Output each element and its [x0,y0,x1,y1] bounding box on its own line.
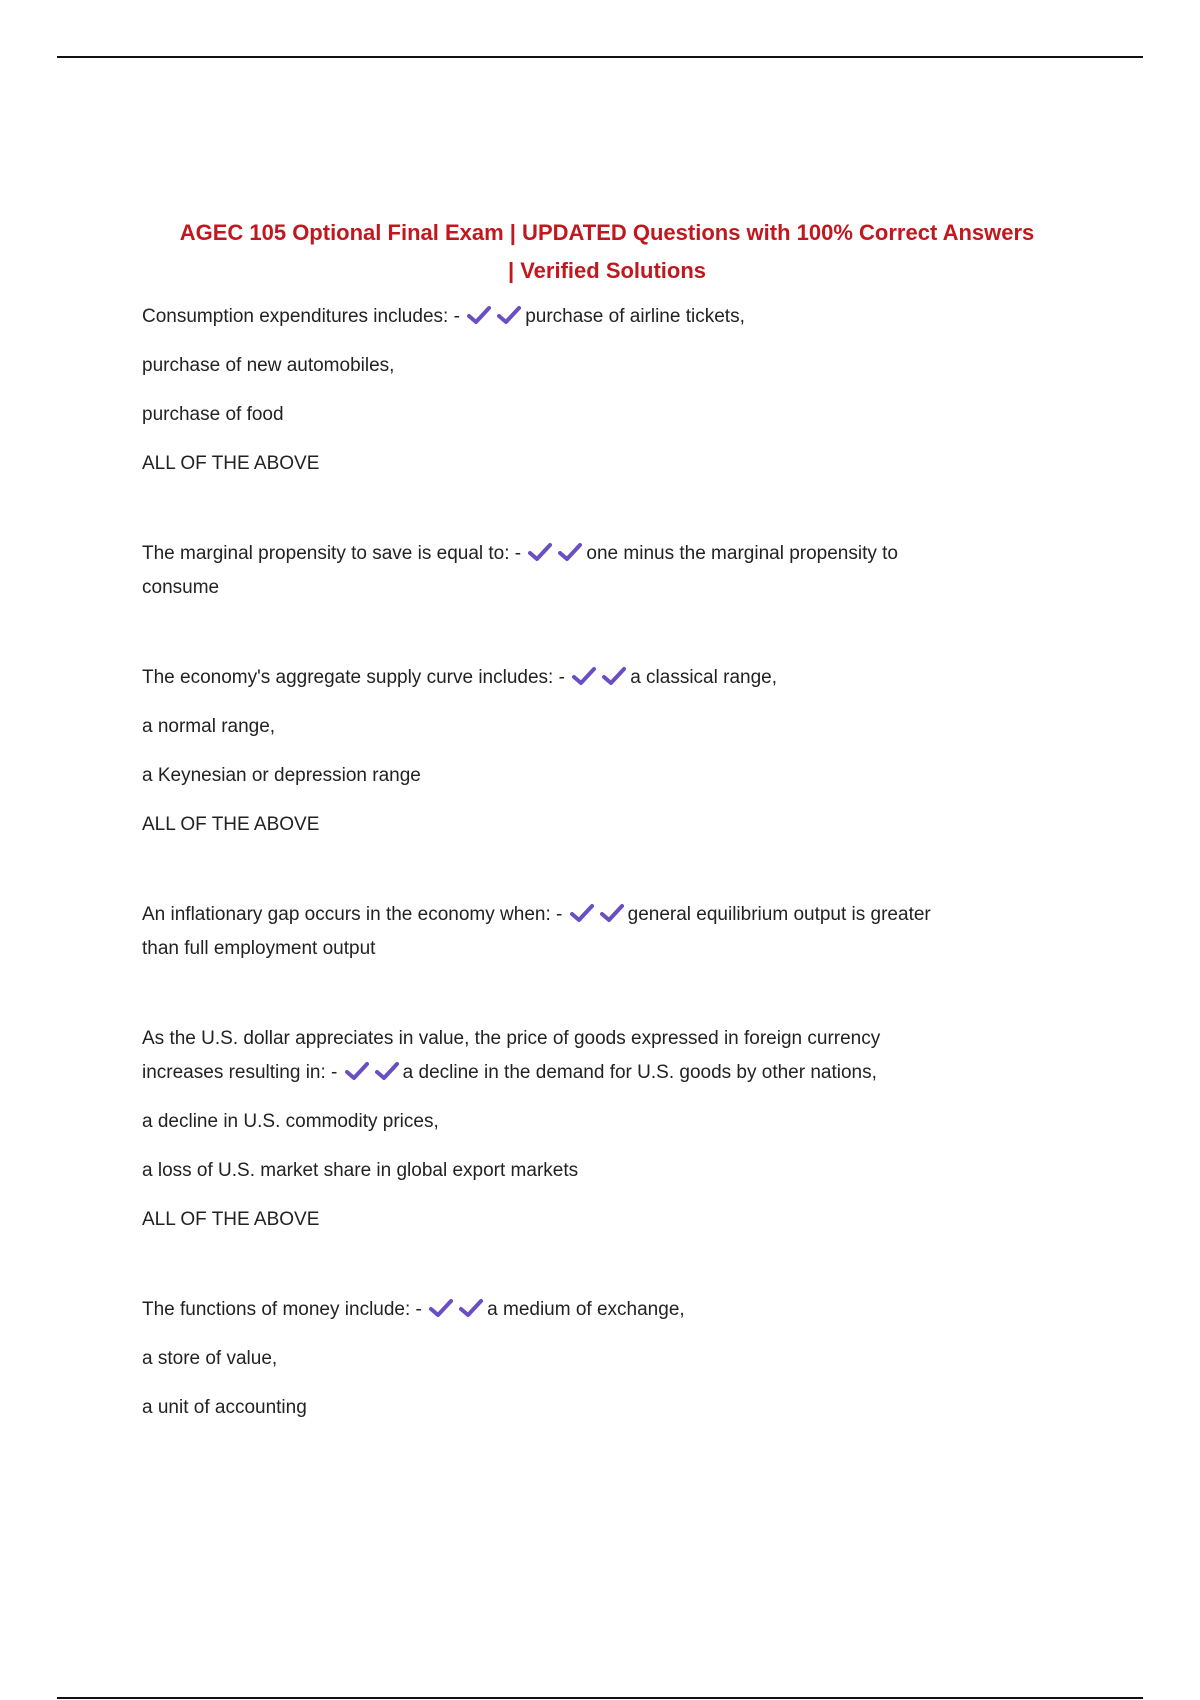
check-icon [345,1061,369,1081]
question-2-answer-cont: consume [142,577,220,598]
check-icon [570,903,594,923]
double-check-icon [572,666,626,686]
title-line-1: AGEC 105 Optional Final Exam | UPDATED Questions with 100% Correct Answers [179,220,1035,245]
double-check-icon [570,903,624,923]
question-3-option: ALL OF THE ABOVE [142,814,320,835]
title-line-2: | Verified Solutions [507,258,707,283]
check-icon [602,666,626,686]
footer-rule [57,1697,1143,1699]
question-4-answer-cont: than full employment output [142,938,376,959]
double-check-icon [345,1061,399,1081]
question-6-line [142,1293,1072,1327]
question-6-option: a unit of accounting [142,1397,307,1418]
question-3 [142,661,1072,842]
question-5-line [142,1056,1072,1090]
question-1-prompt: Consumption expenditures includes: - [142,306,460,327]
check-icon [375,1061,399,1081]
check-icon [600,903,624,923]
check-icon [528,542,552,562]
question-5-option: a loss of U.S. market share in global export markets [142,1160,579,1181]
question-5-prompt: increases resulting in: - [142,1062,338,1083]
question-6-prompt: The functions of money include: - [142,1299,422,1320]
double-check-icon [429,1298,483,1318]
question-4-prompt: An inflationary gap occurs in the economy when: - [142,904,563,925]
question-2 [142,537,1072,605]
question-4 [142,898,1072,966]
question-1-option: purchase of new automobiles, [142,355,395,376]
check-icon [558,542,582,562]
question-5-answer: a decline in the demand for U.S. goods by other nations, [402,1062,877,1083]
question-5-prompt-line-1: As the U.S. dollar appreciates in value, the price of goods expressed in foreign currency [142,1028,881,1049]
question-2-prompt: The marginal propensity to save is equal to: - [142,543,522,564]
question-1-answer: purchase of airline tickets, [525,306,745,327]
question-1-option: purchase of food [142,404,284,425]
question-1-option: ALL OF THE ABOVE [142,453,320,474]
question-6-option: a store of value, [142,1348,278,1369]
double-check-icon [528,542,582,562]
check-icon [429,1298,453,1318]
document-title [142,214,1072,290]
question-4-answer: general equilibrium output is greater [627,904,931,925]
question-2-answer: one minus the marginal propensity to [586,543,898,564]
question-6-answer: a medium of exchange, [487,1299,685,1320]
double-check-icon [467,305,521,325]
question-4-line [142,898,1072,932]
question-1-line [142,300,1072,334]
question-2-line [142,537,1072,571]
question-3-answer: a classical range, [630,667,777,688]
header-rule [57,56,1143,58]
question-3-prompt: The economy's aggregate supply curve includes: - [142,667,565,688]
question-5-option: a decline in U.S. commodity prices, [142,1111,439,1132]
check-icon [467,305,491,325]
question-3-option: a Keynesian or depression range [142,765,421,786]
document-body [142,214,1072,1481]
question-3-line [142,661,1072,695]
check-icon [459,1298,483,1318]
question-6 [142,1293,1072,1425]
check-icon [497,305,521,325]
question-5 [142,1022,1072,1237]
question-5-option: ALL OF THE ABOVE [142,1209,320,1230]
check-icon [572,666,596,686]
question-1 [142,300,1072,481]
question-3-option: a normal range, [142,716,276,737]
